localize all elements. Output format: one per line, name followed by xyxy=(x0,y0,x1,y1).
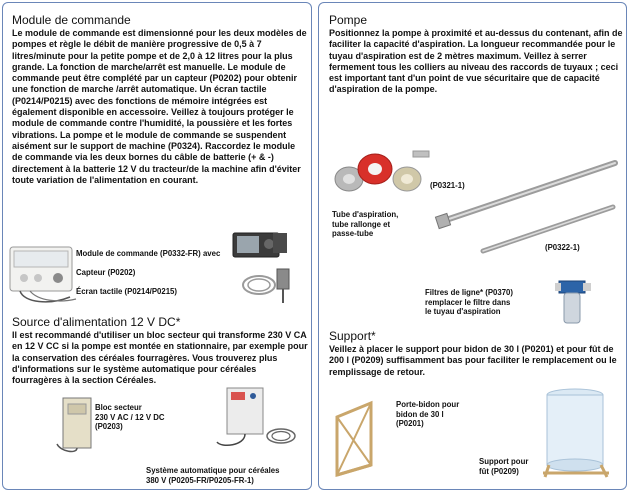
control-module-image xyxy=(10,247,78,305)
p0321-label: (P0321-1) xyxy=(430,181,465,190)
extension-tubes-image xyxy=(437,157,627,269)
sensor-screen-image xyxy=(229,231,309,305)
screen-caption: Écran tactile (P0214/P0215) xyxy=(76,287,177,296)
filter-image xyxy=(555,279,595,329)
automatic-system-caption: Système automatique pour céréales 380 V (P0205-FR/P0205-FR-1) xyxy=(146,466,280,485)
automatic-system-image xyxy=(211,386,303,456)
module-body: Le module de commande est dimensionné pour les deux modèles de pompes et règle le débit de manière progressive de 0,5 à 7 litres/minute pour la petite pompe et de 2,0 à 12 litres pour la plus grande. La fonction de marche/arrêt est manuelle. Le module de commande peut être complété par un capteur (P0202) pour obtenir une fonction de marche /arrêt automatique. Un écran tactile (P0214/P0215) avec des fonctions de mémoire intégrées est également disponible en accessoire. Veillez à toujours protéger le module de commande contre l'humidité, la poussière et les fortes vibrations. La pompe et le module de commande se suspendent aisément sur le support de machine (P0324). Raccordez le module de commande via les deux bornes du câble de batterie (+ & -) directement à la batterie 12 V du tracteur/de la machine afin d'éviter toute variation de l'alimentation en courant. xyxy=(12,28,307,185)
drum-support-caption: Support pour fût (P0209) xyxy=(479,457,529,476)
sensor-caption: Capteur (P0202) xyxy=(76,268,136,277)
left-panel xyxy=(2,2,312,490)
power-supply-caption: Bloc secteur 230 V AC / 12 V DC (P0203) xyxy=(95,403,165,431)
suction-tube-caption: Tube d'aspiration, tube rallonge et passe-tube xyxy=(332,210,399,238)
pump-heading: Pompe xyxy=(329,13,368,27)
bidon-stand-caption: Porte-bidon pour bidon de 30 l (P0201) xyxy=(396,400,460,428)
pump-body: Positionnez la pompe à proximité et au-dessus du contenant, afin de faciliter la capacité d'aspiration. La longueur recommandée pour le tuyau d'aspiration est de 2 mètres maximum. Veillez à serrer fermement tous les colliers au niveau des raccords de tuyaux ; ceci est important tant d'un point de vue sécuritaire que de capacité d'aspiration de la pompe. xyxy=(329,28,623,95)
support-body: Veillez à placer le support pour bidon de 30 l (P0201) et pour fût de 200 l (P0209) suffisamment bas pour faciliter le remplacement ou le remplissage de retour. xyxy=(329,344,617,377)
drum-support-image xyxy=(537,387,617,479)
power-body: Il est recommandé d'utiliser un bloc secteur qui transforme 230 V CA en 12 V CC si la pompe est montée en stationnaire, par exemple pour la conservation des céréales fourragères. Vous trouverez plus d'informations sur le système automatique pour céréales fourragères à la section Céréales. xyxy=(12,330,308,386)
support-heading: Support* xyxy=(329,329,376,343)
power-heading: Source d'alimentation 12 V DC* xyxy=(12,315,181,329)
bidon-stand-image xyxy=(333,399,377,479)
module-heading: Module de commande xyxy=(12,13,131,27)
filter-caption: Filtres de ligne* (P0370) remplacer le filtre dans le tuyau d'aspiration xyxy=(425,288,513,316)
module-caption: Module de commande (P0332-FR) avec xyxy=(76,249,221,258)
suction-parts-image xyxy=(331,145,433,205)
right-panel xyxy=(318,2,627,490)
p0322-label: (P0322-1) xyxy=(545,243,580,252)
